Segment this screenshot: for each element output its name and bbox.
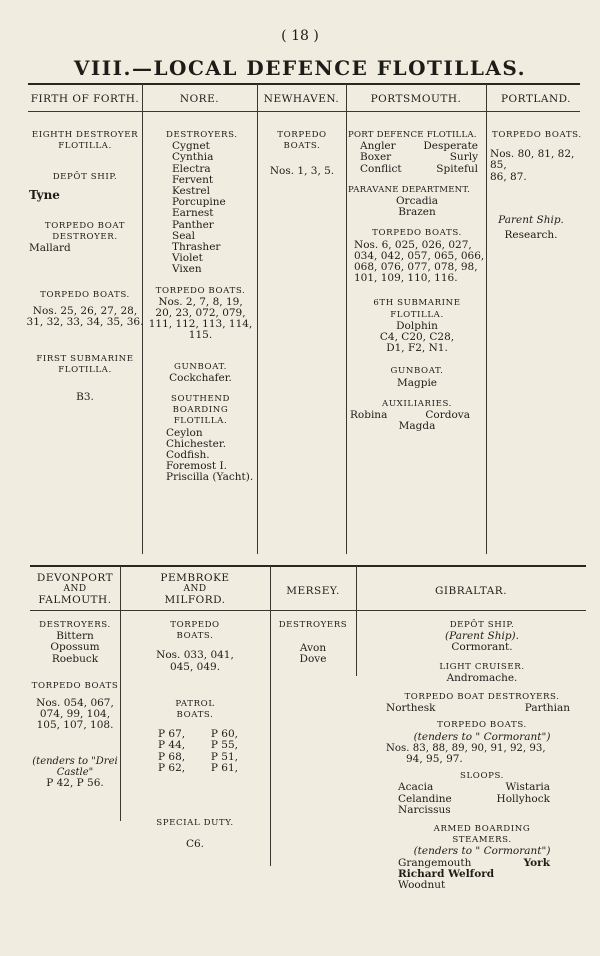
ship-name: Conflict: [360, 162, 402, 175]
boat-numbers: Nos. 1, 3, 5.: [269, 165, 335, 178]
boat-numbers: Nos. 054, 067,: [36, 697, 114, 710]
lower-header-rule: [30, 610, 586, 611]
section-heading: GUNBOAT.: [174, 361, 227, 372]
section-heading: DESTROYERS.: [166, 130, 238, 140]
header-mersey: MERSEY.: [286, 585, 340, 597]
ship-name: Research.: [504, 229, 558, 242]
ship-name: Magpie: [396, 376, 438, 389]
ship-name: Electra: [172, 162, 211, 175]
ship-name: Angler: [360, 140, 396, 153]
ship-name: Woodnut: [398, 879, 446, 892]
ship-name: York: [523, 856, 550, 869]
section-heading: AUXILIARIES.: [382, 398, 452, 409]
ship-name: Orcadia: [395, 195, 439, 208]
ship-name: Fervent: [172, 173, 214, 186]
ship-name: Opossum: [50, 641, 100, 654]
section-heading: BOATS.: [176, 710, 214, 721]
upper-column-divider: [486, 84, 487, 554]
section-heading: PORT DEFENCE FLOTILLA.: [348, 130, 477, 140]
section-heading: EIGHTH DESTROYER: [31, 130, 139, 140]
section-heading: TORPEDO BOATS.: [155, 285, 246, 296]
ship-row: [386, 782, 578, 793]
ship-name: Vixen: [172, 263, 202, 276]
ship-name: Roebuck: [51, 652, 99, 665]
section-heading: BOATS.: [283, 141, 321, 152]
ship-name: Panther: [172, 218, 214, 231]
ship-name: Foremost I.: [166, 460, 227, 473]
ship-name: Boxer: [360, 151, 392, 164]
ship-name: Andromache.: [446, 671, 518, 684]
header-pembroke: PEMBROKE AND MILFORD.: [160, 572, 230, 606]
ship-name: Northesk: [386, 702, 436, 715]
column-portsmouth: [348, 130, 486, 432]
lower-column-divider: [270, 566, 271, 866]
ship-name: Brazen: [398, 206, 436, 219]
parent-ship-note: (Parent Ship).: [445, 630, 519, 643]
section-heading: TORPEDO BOAT DESTROYERS.: [404, 692, 560, 703]
column-newhaven: [258, 130, 346, 178]
ship-name: Spiteful: [436, 162, 478, 175]
ship-name: Cynthia: [172, 151, 214, 164]
ship-name: Narcissus: [398, 803, 451, 816]
tender-note: Castle": [56, 766, 94, 778]
ship-name: Cordova: [425, 409, 470, 422]
column-portland: [488, 130, 592, 241]
patrol-boats-grid: [158, 729, 238, 774]
ship-name: Hollyhock: [496, 792, 550, 805]
boat-number: P 67,: [158, 728, 186, 741]
upper-column-divider: [346, 84, 347, 554]
section-heading: DESTROYER.: [52, 232, 118, 243]
boat-numbers: 068, 076, 077, 078, 98,: [354, 261, 478, 274]
section-heading: STEAMERS.: [452, 835, 512, 846]
ship-name: Cygnet: [172, 140, 210, 153]
section-heading: BOATS.: [176, 631, 214, 642]
section-heading: SLOOPS.: [460, 771, 504, 782]
ship-name: Desperate: [423, 140, 478, 153]
upper-table-top-rule: [28, 83, 580, 85]
ship-name: Cockchafer.: [169, 371, 232, 384]
section-heading: SOUTHEND BOARDING: [171, 394, 230, 416]
ship-name: Porcupine: [172, 196, 226, 209]
boat-numbers: 31, 32, 33, 34, 35, 36.: [26, 315, 144, 328]
header-gibraltar: GIBRALTAR.: [434, 585, 508, 597]
boat-number: P 55,: [210, 739, 238, 752]
section-heading: 6TH SUBMARINE: [373, 298, 461, 309]
boat-numbers: 074, 99, 104,: [39, 708, 111, 721]
upper-header-rule: [28, 111, 580, 112]
section-heading: FIRST SUBMARINE: [36, 354, 134, 365]
boat-numbers: Nos. 80, 81, 82, 85,: [490, 148, 575, 172]
ship-name: Acacia: [398, 781, 434, 794]
section-heading: TORPEDO BOATS.: [437, 720, 527, 731]
column-gibraltar: [386, 620, 578, 891]
ship-name: Codfish.: [166, 449, 210, 462]
ship-name: Mallard: [29, 242, 71, 255]
header-devonport: DEVONPORT AND FALMOUTH.: [36, 572, 114, 606]
section-heading: TORPEDO BOATS: [31, 680, 119, 691]
header-newhaven: NEWHAVEN.: [263, 93, 340, 105]
boat-numbers: Nos. 25, 26, 27, 28,: [32, 304, 138, 317]
boat-numbers: Nos. 83, 88, 89, 90, 91, 92, 93,: [386, 742, 546, 754]
ship-name: Seal: [172, 229, 196, 242]
boat-numbers: 86, 87.: [490, 170, 527, 183]
ship-name: Grangemouth: [398, 856, 472, 869]
section-heading: LIGHT CRUISER.: [439, 661, 525, 672]
ship-row: [360, 164, 478, 175]
ship-name: Thrasher: [172, 241, 221, 254]
ship-name: Surly: [449, 151, 478, 164]
ship-name: Wistaria: [505, 781, 550, 794]
column-devonport: [28, 620, 122, 789]
section-heading: TORPEDO BOAT: [44, 220, 126, 231]
ship-name: C6.: [185, 838, 205, 851]
section-heading: GUNBOAT.: [390, 366, 444, 377]
boat-numbers: 034, 042, 057, 065, 066,: [354, 249, 485, 262]
page-number: ( 18 ): [281, 28, 319, 44]
boat-number: P 51,: [210, 750, 238, 763]
column-mersey: [270, 620, 356, 666]
section-heading: PATROL: [175, 698, 215, 709]
section-heading: TORPEDO BOATS.: [372, 228, 462, 239]
section-heading: SPECIAL DUTY.: [156, 818, 234, 829]
boat-numbers: Nos. 033, 041,: [156, 649, 234, 662]
column-firth-of-forth: [26, 130, 144, 404]
ship-name: Richard Welford: [398, 867, 495, 880]
ship-name: Priscilla (Yacht).: [166, 471, 254, 484]
boat-number: P 44,: [158, 739, 186, 752]
boat-number: P 62,: [158, 761, 186, 774]
lower-column-divider: [356, 566, 357, 676]
ship-name: Dove: [299, 653, 327, 666]
boat-numbers: 115.: [188, 329, 213, 342]
section-heading: Parent Ship.: [498, 213, 564, 226]
boat-row: [158, 740, 238, 751]
boat-numbers: 101, 109, 110, 116.: [354, 272, 458, 285]
ship-name: Robina: [350, 409, 388, 422]
boat-number: P 61,: [210, 761, 238, 774]
section-heading: FLOTILLA.: [58, 141, 112, 152]
ship-name: Tyne: [29, 187, 60, 202]
section-heading: DEPÔT SHIP.: [52, 172, 118, 183]
section-heading: TORPEDO: [277, 130, 327, 140]
header-firth-of-forth: FIRTH OF FORTH.: [30, 93, 140, 105]
tender-note: (tenders to " Cormorant"): [413, 845, 551, 858]
ship-name: Avon: [299, 642, 327, 655]
boat-numbers: Nos. 6, 025, 026, 027,: [354, 238, 472, 251]
boat-numbers: 94, 95, 97.: [406, 753, 463, 766]
section-heading: TORPEDO: [170, 620, 220, 630]
ship-name: Cormorant.: [451, 641, 513, 654]
section-heading: ARMED BOARDING: [433, 824, 531, 835]
ship-name: Celandine: [398, 792, 452, 805]
section-heading: DESTROYERS: [278, 620, 348, 630]
boat-numbers: 20, 23, 072, 079,: [155, 307, 246, 320]
boat-numbers: Nos. 2, 7, 8, 19,: [158, 295, 243, 308]
header-nore: NORE.: [179, 93, 220, 105]
section-heading: FLOTILLA.: [390, 309, 444, 320]
page-title: VIII.—LOCAL DEFENCE FLOTILLAS.: [73, 56, 527, 80]
boat-number: P 60,: [210, 728, 238, 741]
tender-note: (tenders to "Drei: [32, 755, 118, 767]
section-heading: FLOTILLA.: [173, 416, 228, 427]
header-portland: PORTLAND.: [500, 93, 572, 105]
section-heading: DEPÔT SHIP.: [449, 620, 515, 630]
ship-name: Bittern: [56, 630, 94, 643]
ship-row: [360, 152, 478, 163]
section-heading: TORPEDO BOATS.: [40, 290, 130, 301]
boat-number: P 68,: [158, 750, 186, 763]
ship-name: Violet: [172, 252, 203, 265]
boat-numbers: 105, 107, 108.: [36, 719, 114, 732]
ship-name: Magda: [398, 420, 436, 433]
boat-numbers: 111, 112, 113, 114,: [148, 318, 253, 331]
ship-name: C4, C20, C28,: [379, 331, 455, 344]
lower-table-top-rule: [30, 565, 586, 567]
ship-name: Kestrel: [172, 185, 210, 198]
ship-row: [386, 703, 578, 714]
ship-name: Chichester.: [166, 437, 227, 450]
ship-name: Earnest: [172, 207, 214, 220]
boat-numbers: P 42, P 56.: [46, 777, 104, 790]
boat-row: [158, 763, 238, 774]
section-heading: FLOTILLA.: [58, 365, 112, 376]
ship-name: Dolphin: [396, 319, 438, 332]
ship-name: B3.: [76, 391, 94, 404]
ship-name: Parthian: [524, 702, 570, 715]
ship-name: Ceylon: [166, 426, 203, 439]
header-portsmouth: PORTSMOUTH.: [370, 93, 462, 105]
column-pembroke: [120, 620, 270, 850]
ship-name: D1, F2, N1.: [386, 342, 448, 355]
boat-numbers: 045, 049.: [169, 660, 221, 673]
section-heading: TORPEDO BOATS.: [492, 130, 582, 140]
tender-note: (tenders to " Cormorant"): [413, 730, 551, 743]
column-nore: [144, 130, 257, 484]
section-heading: PARAVANE DEPARTMENT.: [348, 184, 471, 195]
section-heading: DESTROYERS.: [39, 620, 111, 630]
